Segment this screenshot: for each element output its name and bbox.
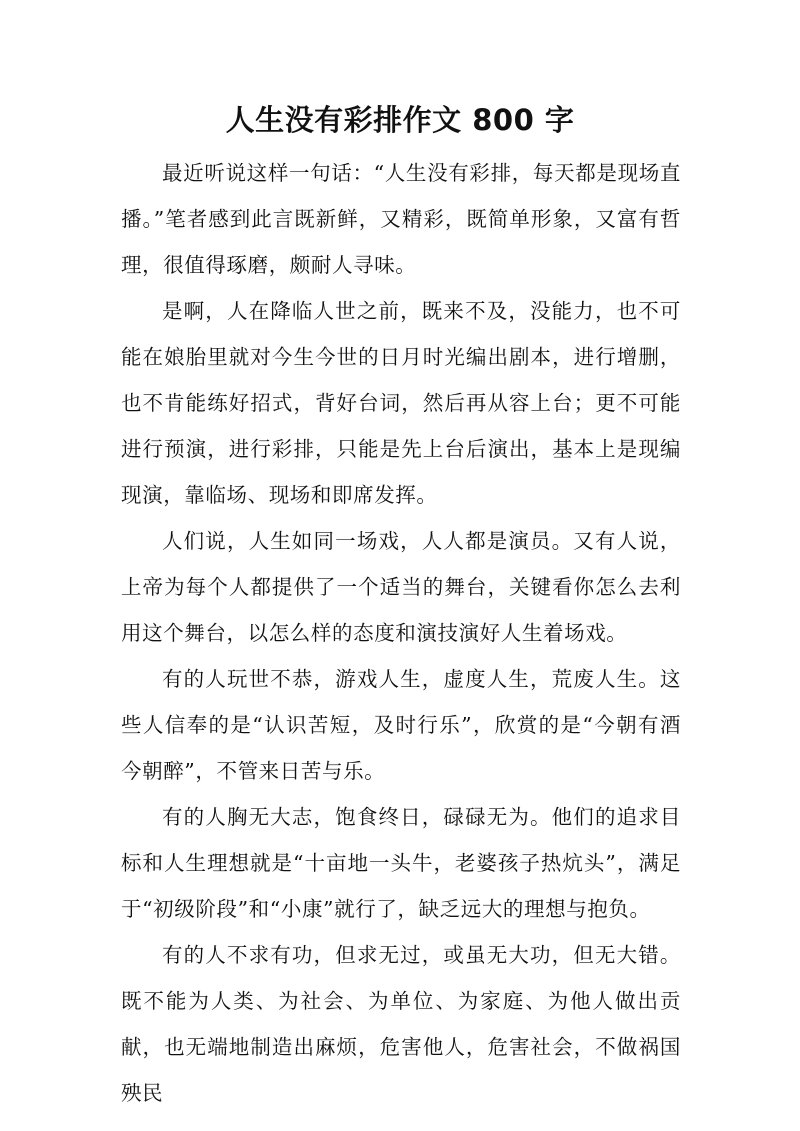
paragraph-4: 有的人玩世不恭，游戏人生，虚度人生，荒废人生。这些人信奉的是“认识苦短，及时行乐”，欣赏的是“今朝有酒今朝醉”，不管来日苦与乐。 xyxy=(121,667,681,783)
paragraph-5: 有的人胸无大志，饱食终日，碌碌无为。他们的追求目标和人生理想就是“十亩地一头牛，老婆孩子热炕头”，满足于“初级阶段”和“小康”就行了，缺乏远大的理想与抱负。 xyxy=(121,805,681,921)
paragraph-1: 最近听说这样一句话：“人生没有彩排，每天都是现场直播。”笔者感到此言既新鲜，又精彩，既简单形象，又富有哲理，很值得琢磨，颇耐人寻味。 xyxy=(121,161,681,277)
essay-title: 人生没有彩排作文 800 字 xyxy=(225,103,575,137)
essay-body xyxy=(121,150,681,1116)
paragraph-6: 有的人不求有功，但求无过，或虽无大功，但无大错。既不能为人类、为社会、为单位、为家庭、为他人做出贡献，也无端地制造出麻烦，危害他人，危害社会，不做祸国殃民 xyxy=(121,943,681,1105)
paragraph-3: 人们说，人生如同一场戏，人人都是演员。又有人说，上帝为每个人都提供了一个适当的舞台，关键看你怎么去利用这个舞台，以怎么样的态度和演技演好人生着场戏。 xyxy=(121,529,681,645)
paragraph-2: 是啊，人在降临人世之前，既来不及，没能力，也不可能在娘胎里就对今生今世的日月时光编出剧本，进行增删，也不肯能练好招式，背好台词，然后再从容上台；更不可能进行预演，进行彩排，只能是先上台后演出，基本上是现编现演，靠临场、现场和即席发挥。 xyxy=(121,299,681,507)
